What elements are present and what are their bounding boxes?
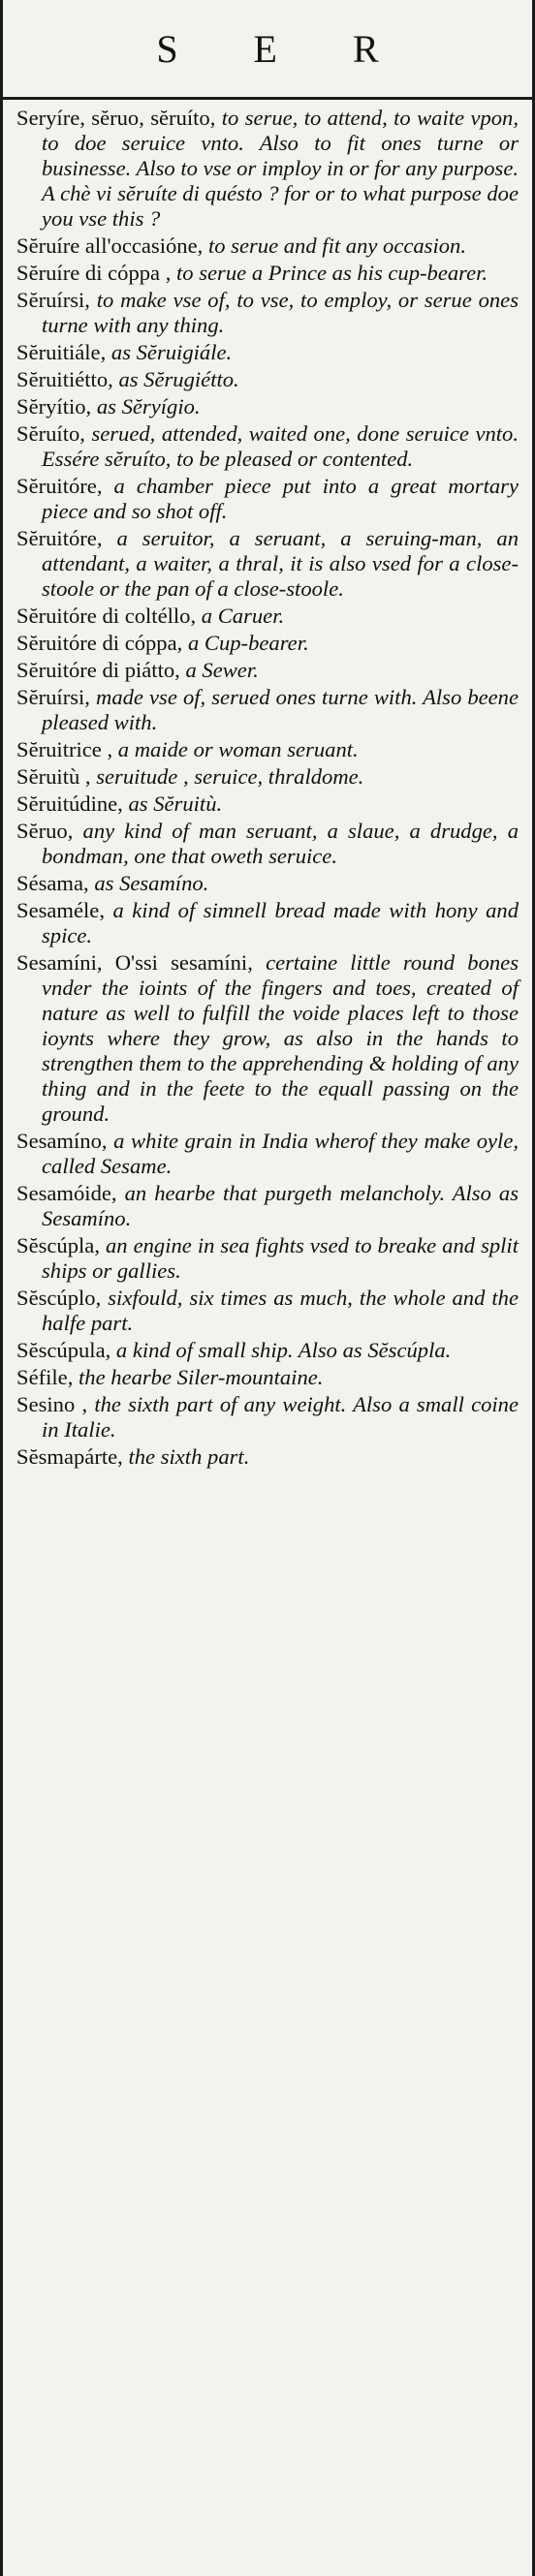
entry-definition: a maide or woman seruant. — [117, 737, 359, 761]
entry-definition: as Sesamíno. — [94, 871, 209, 895]
dictionary-entry — [16, 819, 519, 869]
entry-headword: Sĕruitrice , — [16, 737, 113, 761]
dictionary-entry — [16, 421, 519, 472]
entry-definition: to serue and fit any occasion. — [207, 233, 466, 258]
entry-headword: Sĕscúplo, — [16, 1286, 102, 1310]
entry-headword: Sĕrуítio, — [16, 394, 92, 419]
entry-definition: as Sĕrugiétto. — [118, 367, 239, 391]
dictionary-entry — [16, 474, 519, 524]
entry-headword: Sĕruo, — [16, 819, 74, 843]
entry-headword: Sesamíno, — [16, 1129, 108, 1153]
entry-headword: Sĕruitúdine, — [16, 791, 123, 816]
entry-headword: Sĕruitóre di coltéllo, — [16, 604, 197, 628]
entry-definition: to serue, to attend, to waite vpon, to doe seruice vnto. Also to fit ones turne or businesse. Also to vse or imploy in or for any purpose. A chè vi sĕruíte di quésto ? for or to what purpose doe you vse this ? — [42, 106, 519, 231]
entry-definition: serued, attended, waited one, done seruice vnto. Essére sĕruíto, to be pleased or contented. — [42, 421, 519, 471]
entry-headword: Sĕsmapárte, — [16, 1444, 123, 1469]
entry-headword: Sĕruíre all'occasióne, — [16, 233, 204, 258]
entry-headword: Sĕruitù , — [16, 764, 91, 789]
entry-definition: a Cup-bearer. — [187, 631, 309, 655]
entry-headword: Serуíre, sĕruo, sĕruíto, — [16, 106, 216, 130]
entry-headword: Sĕruitiétto, — [16, 367, 113, 391]
entry-definition: an engine in sea fights vsed to breake and split ships or gallies. — [42, 1233, 519, 1283]
entry-headword: Sĕruitóre, — [16, 526, 103, 550]
entry-headword: Sĕruíre di cóppa , — [16, 261, 172, 285]
entry-headword: Sésama, — [16, 871, 89, 895]
dictionary-entry — [16, 1286, 519, 1336]
dictionary-entry — [16, 288, 519, 338]
dictionary-entry — [16, 1129, 519, 1179]
entry-definition: sixfould, six times as much, the whole and the halfe part. — [42, 1286, 519, 1335]
dictionary-entry — [16, 737, 519, 762]
dictionary-entry — [16, 340, 519, 365]
dictionary-entry — [16, 604, 519, 629]
dictionary-entry — [16, 631, 519, 656]
dictionary-entry — [16, 1181, 519, 1231]
dictionary-entry — [16, 950, 519, 1127]
entry-definition: a white grain in India wherof they make oyle, called Sesame. — [42, 1129, 519, 1178]
dictionary-entry — [16, 261, 519, 286]
dictionary-entry — [16, 526, 519, 602]
entry-definition: as Sĕruitù. — [128, 791, 223, 816]
entry-definition: a kind of simnell bread made with hony and spice. — [42, 898, 519, 947]
entry-definition: made vse of, serued ones turne with. Also beene pleased with. — [42, 685, 519, 734]
entry-headword: Sĕruíto, — [16, 421, 85, 446]
entry-definition: a chamber piece put into a great mortary piece and so shot off. — [42, 474, 519, 523]
entry-definition: as Sĕruigiále. — [110, 340, 233, 364]
entry-definition: the sixth part. — [128, 1444, 250, 1469]
entry-definition: seruitude , seruice, thraldome. — [96, 764, 364, 789]
entry-headword: Sĕruitóre di piátto, — [16, 658, 180, 682]
entry-headword: Sesamóide, — [16, 1181, 117, 1205]
dictionary-entry — [16, 106, 519, 232]
entry-definition: to make vse of, to vse, to employ, or serue ones turne with any thing. — [42, 288, 519, 337]
dictionary-entry — [16, 658, 519, 683]
dictionary-entry — [16, 1392, 519, 1443]
entry-definition: a kind of small ship. Also as Sĕscúpla. — [115, 1338, 452, 1362]
entry-definition: a Caruer. — [201, 604, 285, 628]
entry-list — [3, 100, 532, 1470]
entry-headword: Sĕruitóre di cóppa, — [16, 631, 183, 655]
dictionary-entry — [16, 685, 519, 735]
dictionary-entry — [16, 394, 519, 419]
entry-definition: as Sĕrуígio. — [96, 394, 201, 419]
dictionary-entry — [16, 1365, 519, 1390]
page-header — [3, 0, 532, 100]
dictionary-entry — [16, 791, 519, 817]
dictionary-entry — [16, 1444, 519, 1470]
entry-definition: a seruitor, a seruant, a seruing-man, an attendant, a waiter, a thral, it is also vsed for a close-stoole or the pan of a close-stoole. — [42, 526, 519, 601]
entry-headword: Séfile, — [16, 1365, 74, 1389]
entry-definition: the hearbe Siler-mountaine. — [79, 1365, 324, 1389]
dictionary-entry — [16, 233, 519, 259]
dictionary-entry — [16, 367, 519, 392]
dictionary-entry — [16, 898, 519, 948]
entry-definition: a Sewer. — [185, 658, 259, 682]
entry-headword: Sesaméle, — [16, 898, 105, 922]
dictionary-entry — [16, 1233, 519, 1284]
entry-definition: to serue a Prince as his cup-bearer. — [176, 261, 488, 285]
entry-headword: Sesamíni, O'ssi sesamíni, — [16, 950, 253, 975]
entry-headword: Sĕruitóre, — [16, 474, 103, 498]
entry-headword: Sĕruírsi, — [16, 288, 90, 312]
dictionary-entry — [16, 764, 519, 790]
dictionary-entry — [16, 1338, 519, 1363]
entry-headword: Sĕruírsi, — [16, 685, 90, 709]
entry-headword: Sĕscúpla, — [16, 1233, 100, 1257]
entry-headword: Sĕruitiále, — [16, 340, 107, 364]
page-title: S E R — [156, 26, 412, 71]
entry-definition: the sixth part of any weight. Also a small coine in Italie. — [42, 1392, 519, 1442]
entry-headword: Sĕscúpula, — [16, 1338, 111, 1362]
entry-definition: any kind of man seruant, a slaue, a drudge, a bondman, one that oweth seruice. — [42, 819, 519, 868]
entry-definition: an hearbe that purgeth melancholy. Also as Sesamíno. — [42, 1181, 519, 1230]
entry-definition: certaine little round bones vnder the ioints of the fingers and toes, created of nature as well to fulfill the voide places left to those ioynts where they grow, as also in the hands to strengthen them to the apprehending & holding of any thing and in the feete to the equall passing on the ground. — [42, 950, 519, 1126]
dictionary-entry — [16, 871, 519, 896]
entry-headword: Sesino , — [16, 1392, 88, 1416]
